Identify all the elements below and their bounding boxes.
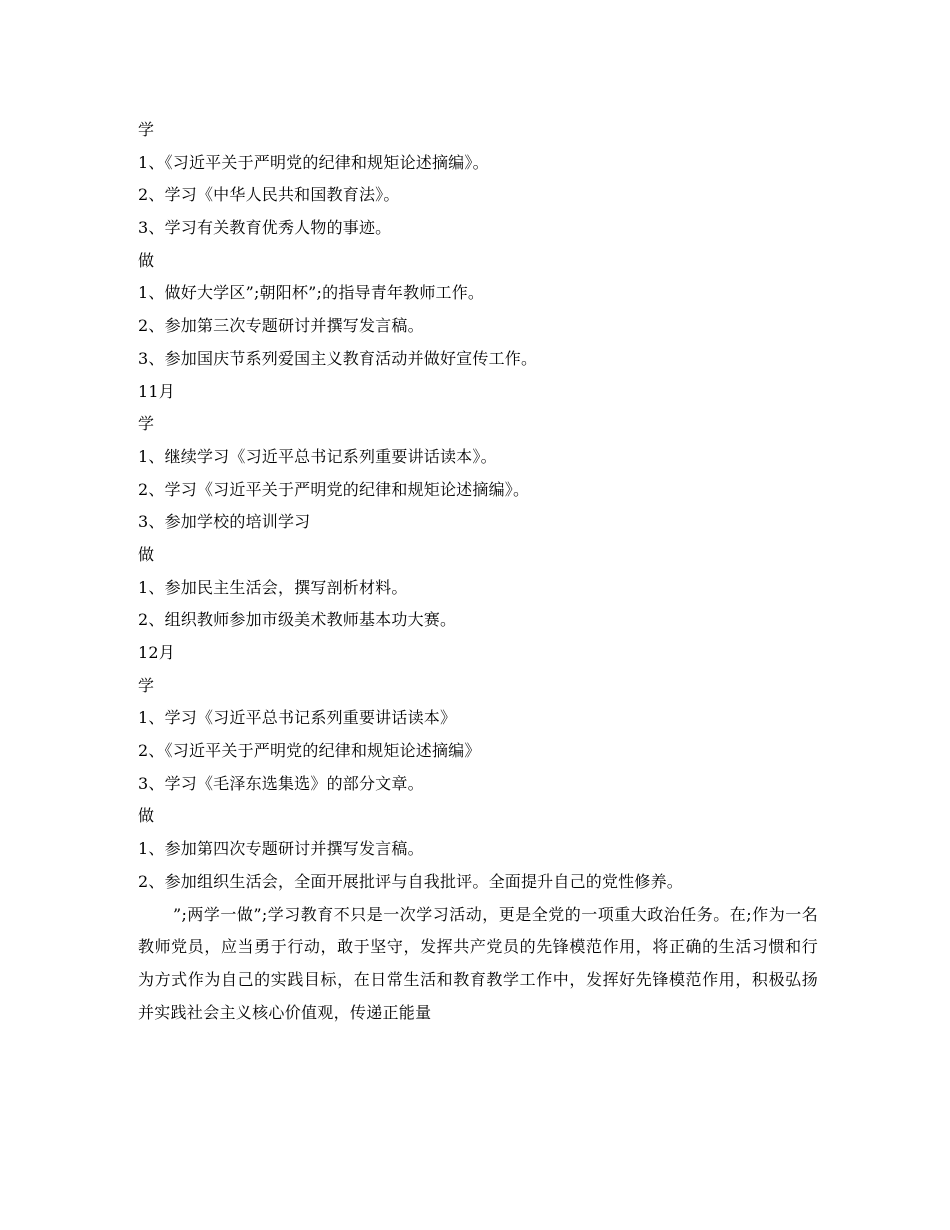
section-heading-do: 做 xyxy=(138,544,155,564)
month-heading-november: 11月 xyxy=(138,381,175,401)
list-item: 2、参加组织生活会，全面开展批评与自我批评。全面提升自己的党性修养。 xyxy=(138,871,683,891)
list-item: 1、参加第四次专题研讨并撰写发言稿。 xyxy=(138,839,424,859)
section-heading-study: 学 xyxy=(138,675,155,695)
list-item: 1、继续学习《习近平总书记系列重要讲话读本》。 xyxy=(138,446,497,466)
list-item: 3、参加国庆节系列爱国主义教育活动并做好宣传工作。 xyxy=(138,348,538,368)
document-body xyxy=(138,114,818,1029)
section-heading-do: 做 xyxy=(138,806,155,826)
list-item: 3、学习《毛泽东选集选》的部分文章。 xyxy=(138,773,424,793)
section-heading-do: 做 xyxy=(138,250,155,270)
list-item: 2、《习近平关于严明党的纪律和规矩论述摘编》 xyxy=(138,741,481,761)
closing-paragraph: ”;两学一做”;学习教育不只是一次学习活动，更是全党的一项重大政治任务。在;作为一名教师党员，应当勇于行动，敢于坚守，发挥共产党员的先锋模范作用，将正确的生活习惯和行为方式作为自己的实践目标，在日常生活和教育教学工作中，发挥好先锋模范作用，积极弘扬并实践社会主义核心价值观，传递正能量 xyxy=(138,904,818,1022)
list-item: 2、组织教师参加市级美术教师基本功大赛。 xyxy=(138,610,457,630)
section-heading-study: 学 xyxy=(138,414,155,434)
list-item: 2、参加第三次专题研讨并撰写发言稿。 xyxy=(138,316,424,336)
list-item: 2、学习《中华人民共和国教育法》。 xyxy=(138,185,400,205)
list-item: 1、学习《习近平总书记系列重要讲话读本》 xyxy=(138,708,457,728)
section-heading-study: 学 xyxy=(138,120,155,139)
list-item: 1、参加民主生活会，撰写剖析材料。 xyxy=(138,577,408,597)
month-heading-december: 12月 xyxy=(138,643,175,662)
list-item: 1、做好大学区”;朝阳杯”;的指导青年教师工作。 xyxy=(138,283,485,303)
list-item: 2、学习《习近平关于严明党的纪律和规矩论述摘编》。 xyxy=(138,479,530,499)
list-item: 1、《习近平关于严明党的纪律和规矩论述摘编》。 xyxy=(138,152,489,172)
list-item: 3、学习有关教育优秀人物的事迹。 xyxy=(138,218,392,238)
list-item: 3、参加学校的培训学习 xyxy=(138,512,311,532)
